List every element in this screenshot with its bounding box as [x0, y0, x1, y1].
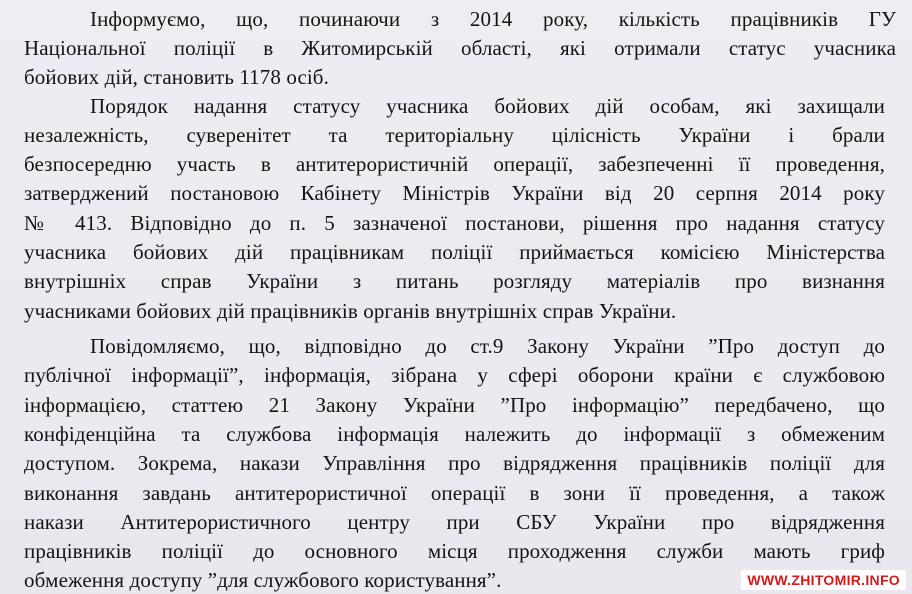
paragraph-3-line-7: накази Антитерористичного центру при СБУ України про відрядження — [24, 510, 885, 534]
paragraph-1-line-3: бойових дій, становить 1178 осіб. — [24, 65, 329, 89]
paragraph-2-line-4: затверджений постановою Кабінету Міністрів України від 20 серпня 2014 року — [24, 181, 885, 205]
paragraph-1-line-1: Інформуємо, що, починаючи з 2014 року, кількість працівників ГУ — [90, 7, 896, 31]
paragraph-1-line-2: Національної поліції в Житомирській області, які отримали статус учасника — [24, 36, 896, 60]
paragraph-3-line-4: конфіденційна та службова інформація належить до інформації з обмеженим — [24, 422, 885, 446]
paragraph-2-line-2: незалежність, суверенітет та територіальну цілісність України і брали — [24, 123, 885, 147]
paragraph-2-line-6: учасника бойових дій працівникам поліції приймається комісією Міністерства — [24, 240, 885, 264]
paragraph-2-line-3: безпосередню участь в антитерористичній операції, забезпеченні її проведення, — [24, 152, 885, 176]
paragraph-2-line-1: Порядок надання статусу учасника бойових дій особам, які захищали — [90, 94, 885, 118]
paragraph-3-line-2: публічної інформації”, інформація, зібрана у сфері оборони країни є службовою — [24, 363, 885, 387]
paragraph-2-line-7: внутрішніх справ України з питань розгляду матеріалів про визнання — [24, 269, 885, 293]
paragraph-3-line-1: Повідомляємо, що, відповідно до ст.9 Закону України ”Про доступ до — [90, 334, 885, 358]
paragraph-2-line-5: № 413. Відповідно до п. 5 зазначеної постанови, рішення про надання статусу — [24, 211, 885, 235]
paragraph-2-line-8: учасниками бойових дій працівників органів внутрішніх справ України. — [24, 299, 677, 323]
paragraph-3-line-8: працівників поліції до основного місця проходження служби мають гриф — [24, 539, 885, 563]
paragraph-3-line-9: обмеження доступу ”для службового користування”. — [24, 568, 502, 592]
site-watermark: WWW.ZHITOMIR.INFO — [741, 570, 906, 590]
paragraph-3-line-5: доступом. Зокрема, накази Управління про відрядження працівників поліції для — [24, 451, 885, 475]
paragraph-3-line-6: виконання завдань антитерористичної операції в зони її проведення, а також — [24, 481, 885, 505]
paragraph-3-line-3: інформацією, статтею 21 Закону України ”Про інформацію” передбачено, що — [24, 393, 885, 417]
